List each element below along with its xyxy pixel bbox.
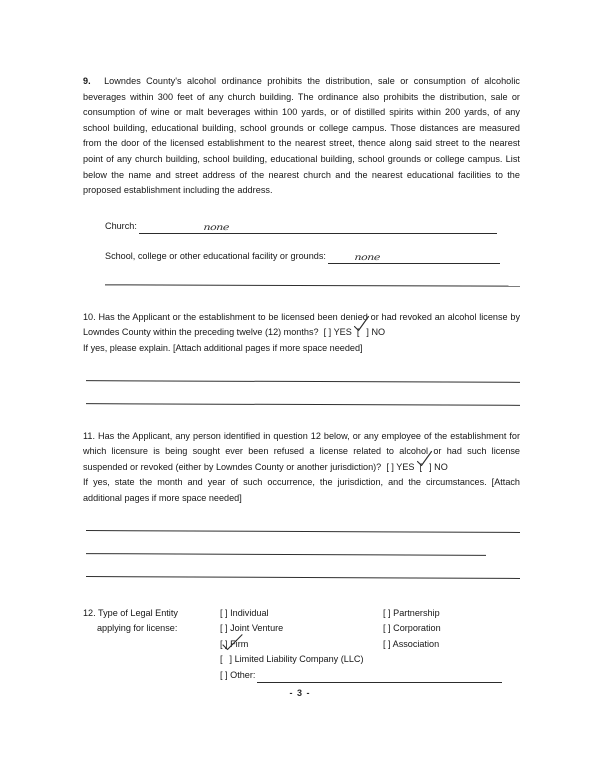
q11-yes-box: [ ] — [386, 461, 394, 472]
question-10-answer-line-2[interactable] — [86, 403, 520, 406]
q12-joint-venture-box: [ ] — [220, 623, 228, 633]
question-9-paragraph — [83, 74, 520, 199]
church-label: Church: — [105, 220, 137, 231]
q10-no-label: NO — [371, 327, 386, 338]
question-11-text: Has the Applicant, any person identified in question 12 below, or any employee of the establishment for which licensure is being sought ever been refused a license related to alcohol or had such license suspended or revoked (either by Lowndes County or another jurisdiction)? — [83, 430, 520, 472]
q12-llc-box-open: [ — [220, 654, 223, 664]
q10-yes-box: [ ] — [323, 327, 332, 338]
q11-no-box-open: [ — [419, 461, 423, 472]
q12-partnership-label: Partnership — [393, 607, 440, 618]
school-input[interactable] — [328, 251, 500, 264]
q12-association-label: Association — [392, 638, 440, 649]
q12-firm-box: [ ] — [220, 638, 228, 649]
question-11-answer-line-2[interactable] — [86, 553, 486, 556]
q11-no-checkbox[interactable] — [417, 460, 448, 476]
q12-individual-box: [ ] — [220, 607, 228, 618]
question-11-number: 11. — [83, 430, 95, 441]
question-10-block — [83, 310, 520, 357]
school-handwritten-value: none — [354, 251, 381, 262]
question-10-text: Has the Applicant or the establishment to be licensed been denied or had revoked an alcohol license by Lowndes County within the preceding twelve (12) months? — [83, 311, 520, 338]
q12-option-corporation[interactable] — [383, 621, 523, 637]
q12-partnership-box: [ ] — [383, 607, 391, 618]
question-12-label — [83, 606, 208, 637]
school-label: School, college or other educational facility or grounds: — [105, 250, 326, 261]
question-10-answer-line-1[interactable] — [86, 380, 520, 383]
school-field-row — [83, 249, 520, 264]
question-11-block — [83, 429, 520, 507]
q12-corporation-label: Corporation — [393, 623, 441, 633]
question-9-blank-line-1[interactable] — [105, 284, 520, 286]
q12-llc-label: Limited Liability Company (LLC) — [234, 654, 364, 664]
q10-no-checkbox[interactable] — [354, 325, 385, 341]
q10-no-box-close: ] — [366, 327, 369, 338]
q12-joint-venture-label: Joint Venture — [230, 623, 284, 633]
q12-individual-label: Individual — [230, 607, 269, 618]
q12-firm-label: Firm — [230, 638, 249, 649]
q12-option-partnership[interactable] — [383, 606, 523, 622]
q12-option-llc[interactable] — [220, 652, 435, 668]
question-12-column-right — [383, 606, 523, 653]
question-10-followup: If yes, please explain. [Attach additional pages if more space needed] — [83, 342, 363, 353]
question-11-answer-line-1[interactable] — [86, 530, 520, 533]
q10-yes-label: YES — [333, 327, 352, 338]
q11-no-label: NO — [434, 461, 448, 472]
q12-other-box: [ ] — [220, 669, 228, 680]
q12-association-box: [ ] — [383, 638, 391, 649]
q10-no-box-open: [ — [356, 327, 360, 338]
question-11-followup: If yes, state the month and year of such occurrence, the jurisdiction, and the circumstances. [Attach additional pages if more space needed] — [83, 477, 520, 503]
question-12-label-line1: Type of Legal Entity — [98, 607, 178, 618]
q12-corporation-box: [ ] — [383, 623, 391, 633]
question-9-number: 9. — [83, 76, 91, 86]
q12-llc-box-close: ] — [229, 654, 233, 664]
q11-yes-label: YES — [396, 461, 415, 472]
question-12-block — [83, 606, 520, 698]
q12-other-input[interactable] — [257, 672, 502, 683]
question-9-text: Lowndes County's alcohol ordinance prohibits the distribution, sale or consumption of alcoholic beverages within 300 feet of any church building. The ordinance also prohibits the distribution, sale or consumption of wine or malt beverages within 100 yards, or of distilled spirits within 200 yards, of any school building, educational building, school grounds or college campus. Those distances are measured from the door of the licensed establishment to the nearest street, thence along said street to the nearest point of any church building, school building, educational building, school grounds or college campus. List below the name and street address of the nearest church and the nearest educational facilities to the proposed establishment including the address. — [83, 76, 520, 196]
question-10-number: 10. — [83, 311, 96, 322]
q12-option-other[interactable] — [220, 668, 435, 684]
church-handwritten-value: none — [203, 221, 230, 232]
q10-yes-checkbox[interactable] — [321, 325, 352, 341]
q11-no-box-close: ] — [429, 461, 432, 472]
q11-yes-checkbox[interactable] — [384, 460, 415, 476]
q12-option-association[interactable] — [383, 637, 523, 653]
q12-other-label: Other: — [230, 669, 256, 680]
page-number: - 3 - — [289, 688, 311, 698]
question-12-number: 12. — [83, 607, 96, 618]
page-content — [83, 74, 520, 698]
church-input[interactable] — [139, 221, 497, 234]
question-12-label-line2: applying for license: — [97, 623, 178, 633]
question-11-answer-line-3[interactable] — [86, 576, 520, 579]
church-field-row — [83, 219, 520, 234]
